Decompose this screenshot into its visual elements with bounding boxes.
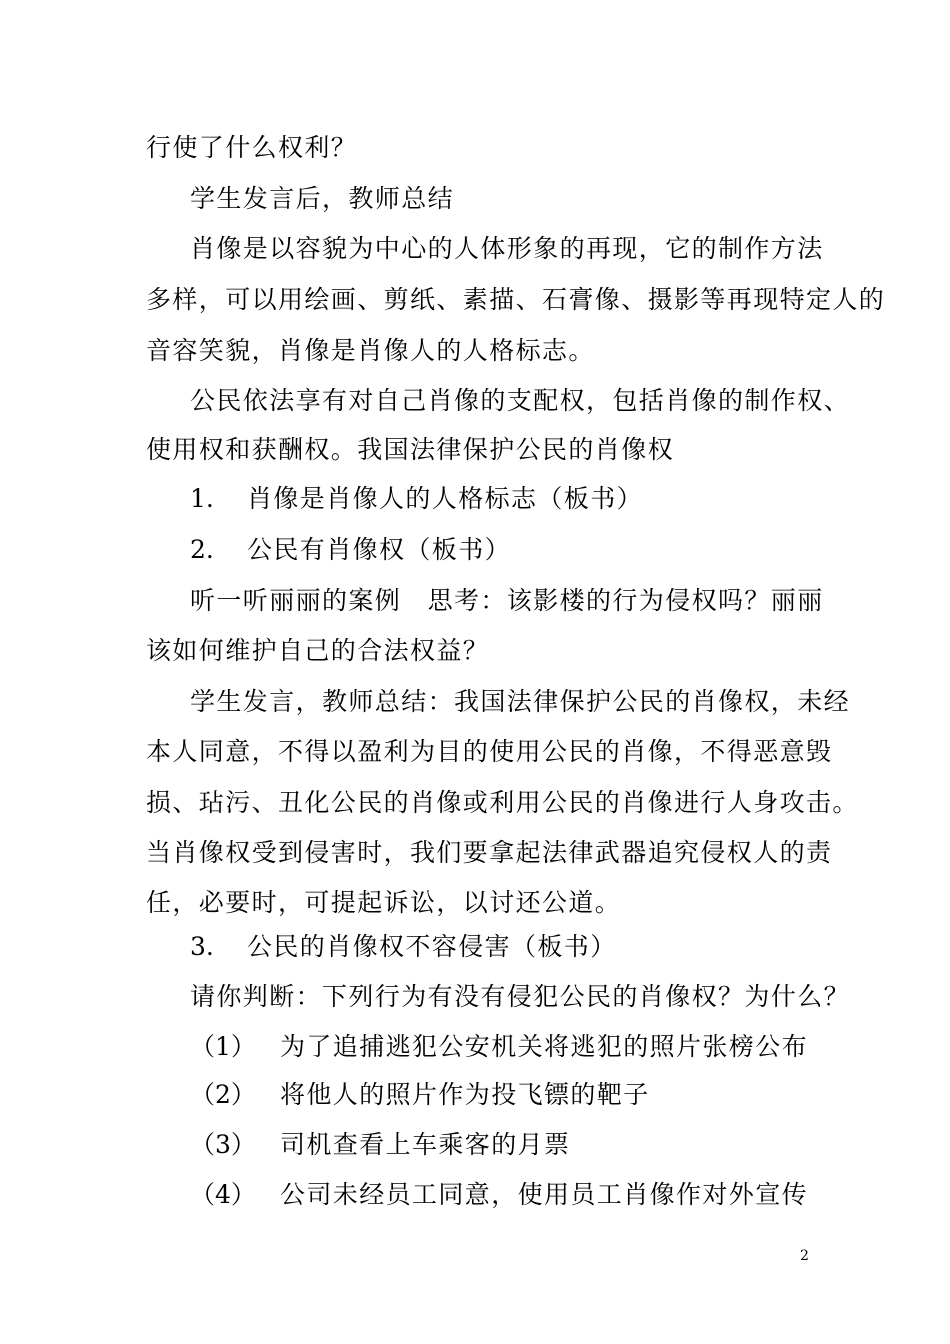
paragraph-line: 肖像是以容貌为中心的人体形象的再现，它的制作方法 — [190, 234, 824, 263]
paragraph-line: 多样，可以用绘画、剪纸、素描、石膏像、摄影等再现特定人的 — [146, 285, 886, 314]
paragraph-line: 请你判断：下列行为有没有侵犯公民的肖像权？为什么？ — [190, 982, 851, 1011]
paragraph-line: 听一听丽丽的案例 思考：该影楼的行为侵权吗？丽丽 — [190, 586, 824, 615]
case-text: 为了追捕逃犯公安机关将逃犯的照片张榜公布 — [280, 1032, 809, 1061]
case-number: （4） — [190, 1180, 256, 1209]
paragraph-line: 行使了什么权利？ — [146, 133, 358, 162]
case-number: （1） — [190, 1032, 256, 1061]
paragraph-line: 损、玷污、丑化公民的肖像或利用公民的肖像进行人身攻击。 — [146, 788, 859, 817]
paragraph-line: 音容笑貌，肖像是肖像人的人格标志。 — [146, 336, 595, 365]
paragraph-line: 公民依法享有对自己肖像的支配权，包括肖像的制作权、 — [190, 386, 851, 415]
paragraph-line: 学生发言后，教师总结 — [190, 184, 455, 213]
paragraph-line: 本人同意，不得以盈利为目的使用公民的肖像，不得恶意毁 — [146, 737, 833, 766]
point-number: 1. — [190, 484, 214, 513]
point-text: 肖像是肖像人的人格标志（板书） — [247, 484, 644, 513]
case-number: （3） — [190, 1130, 256, 1159]
case-text: 司机查看上车乘客的月票 — [280, 1130, 571, 1159]
case-text: 将他人的照片作为投飞镖的靶子 — [280, 1080, 650, 1109]
case-number: （2） — [190, 1080, 256, 1109]
paragraph-line: 该如何维护自己的合法权益？ — [146, 636, 490, 665]
point-text: 公民的肖像权不容侵害（板书） — [247, 932, 617, 961]
paragraph-line: 当肖像权受到侵害时，我们要拿起法律武器追究侵权人的责 — [146, 838, 833, 867]
case-text: 公司未经员工同意，使用员工肖像作对外宣传 — [280, 1180, 809, 1209]
paragraph-line: 学生发言，教师总结：我国法律保护公民的肖像权，未经 — [190, 687, 851, 716]
paragraph-line: 任，必要时，可提起诉讼，以讨还公道。 — [146, 888, 622, 917]
paragraph-line: 使用权和获酬权。我国法律保护公民的肖像权 — [146, 435, 675, 464]
point-number: 2. — [190, 535, 214, 564]
page-number: 2 — [800, 1248, 809, 1264]
point-text: 公民有肖像权（板书） — [247, 535, 512, 564]
point-number: 3. — [190, 932, 214, 961]
